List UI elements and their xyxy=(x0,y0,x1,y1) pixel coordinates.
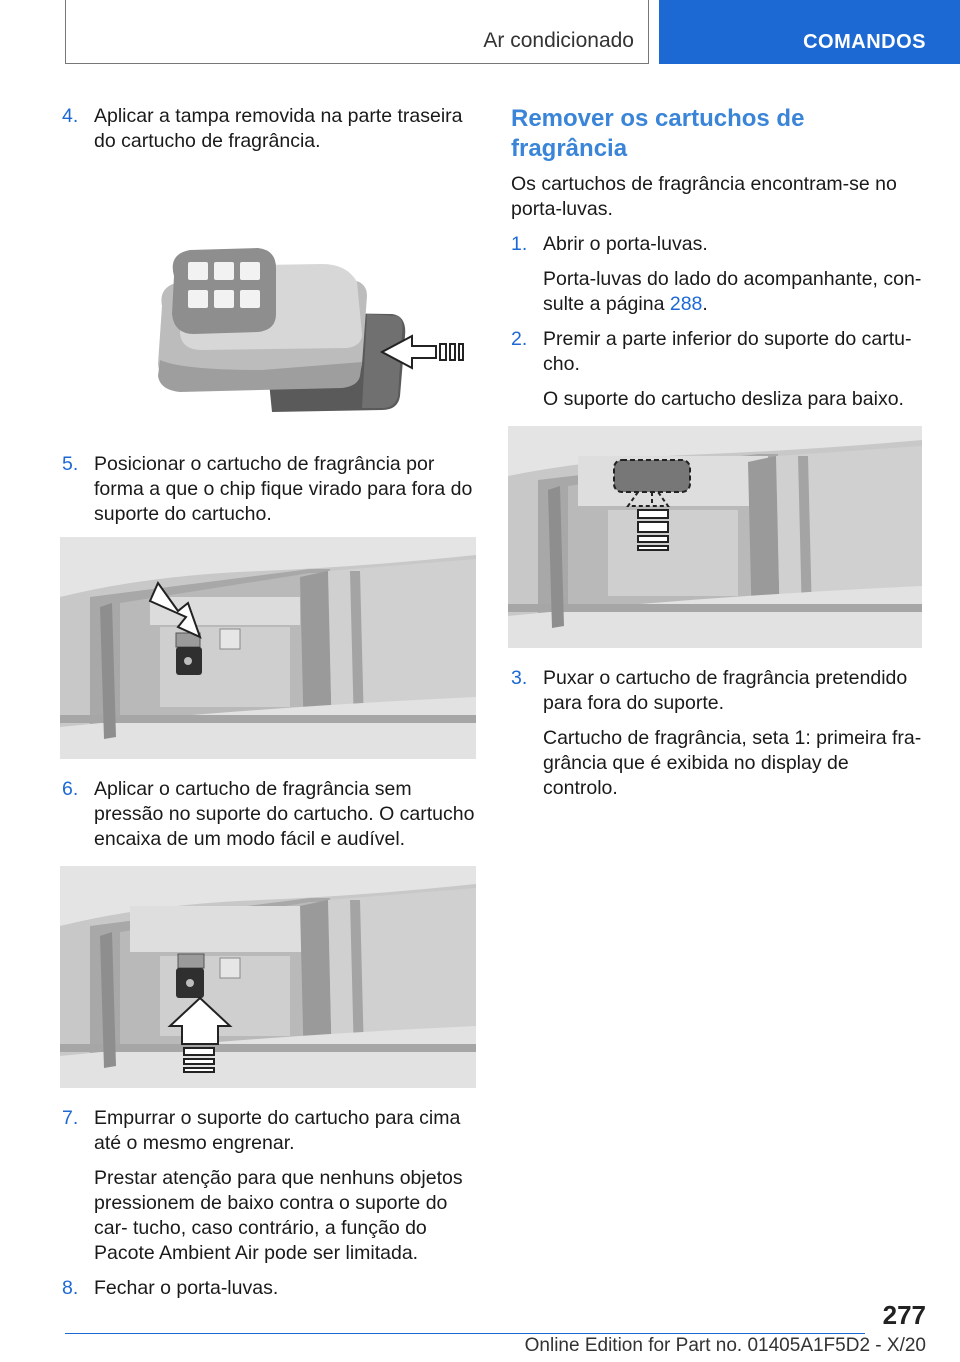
header-section-title: Ar condicionado xyxy=(483,29,634,52)
step-text: Empurrar o suporte do cartucho para cima até o mesmo engrenar. xyxy=(94,1107,461,1154)
glovebox-press-illustration xyxy=(508,426,922,648)
step-1-note-end: . xyxy=(702,293,708,315)
step-2-note: O suporte do cartucho desliza para baixo. xyxy=(543,388,904,410)
step-2 xyxy=(511,327,925,377)
step-7-note: Prestar atenção para que nenhuns objetos pressionem de baixo contra o suporte do car‐ tucho, caso contrário, a função do Pacote Ambient Air pode ser limitada. xyxy=(94,1167,463,1264)
step-5 xyxy=(62,452,478,527)
step-text: Puxar o cartucho de fragrância pretendido para fora do suporte. xyxy=(543,667,908,714)
step-4 xyxy=(62,104,478,154)
step-7 xyxy=(62,1106,478,1156)
step-text: Posicionar o cartucho de fragrância por forma a que o chip fique virado para fora do suporte do cartucho. xyxy=(94,453,473,525)
section-intro: Os cartuchos de fragrância encontram-se no porta-luvas. xyxy=(511,173,897,220)
header-chapter-label: COMANDOS xyxy=(803,31,926,53)
step-number: 5. xyxy=(62,453,79,475)
step-number: 3. xyxy=(511,667,528,689)
header-chapter-tab[interactable] xyxy=(659,0,960,64)
glovebox-position-illustration xyxy=(60,537,476,759)
step-3 xyxy=(511,666,925,716)
step-8 xyxy=(62,1276,478,1301)
step-number: 2. xyxy=(511,328,528,350)
cartridge-cover-illustration xyxy=(62,164,478,434)
step-text: Fechar o porta-luvas. xyxy=(94,1277,279,1299)
footer-edition: Online Edition for Part no. 01405A1F5D2 - X/20 xyxy=(524,1335,926,1356)
step-1-note-text: Porta-luvas do lado do acompanhante, con‐ sulte a página xyxy=(543,268,922,315)
step-number: 4. xyxy=(62,105,79,127)
step-6 xyxy=(62,777,478,852)
step-text: Aplicar o cartucho de fragrância sem pressão no suporte do cartucho. O cartucho encaixa de um modo fácil e audível. xyxy=(94,778,475,850)
step-text: Abrir o porta-luvas. xyxy=(543,233,708,255)
left-column xyxy=(62,104,478,1311)
step-number: 1. xyxy=(511,233,528,255)
step-number: 8. xyxy=(62,1277,79,1299)
footer-divider xyxy=(65,1333,865,1334)
page-reference-link[interactable]: 288 xyxy=(669,293,703,315)
section-title: Remover os cartuchos de fragrância xyxy=(511,105,805,162)
right-column xyxy=(511,104,925,811)
glovebox-insert-illustration xyxy=(60,866,476,1088)
header-section-box xyxy=(65,0,649,64)
step-number: 6. xyxy=(62,778,79,800)
step-text: Aplicar a tampa removida na parte traseira do cartucho de fragrância. xyxy=(94,105,463,152)
page-number: 277 xyxy=(882,1300,926,1330)
step-number: 7. xyxy=(62,1107,79,1129)
step-text: Premir a parte inferior do suporte do cartu‐ cho. xyxy=(543,328,912,375)
step-1-note xyxy=(543,267,925,317)
step-1 xyxy=(511,232,925,257)
step-3-note: Cartucho de fragrância, seta 1: primeira fra‐ grância que é exibida no display de controlo. xyxy=(543,727,922,799)
